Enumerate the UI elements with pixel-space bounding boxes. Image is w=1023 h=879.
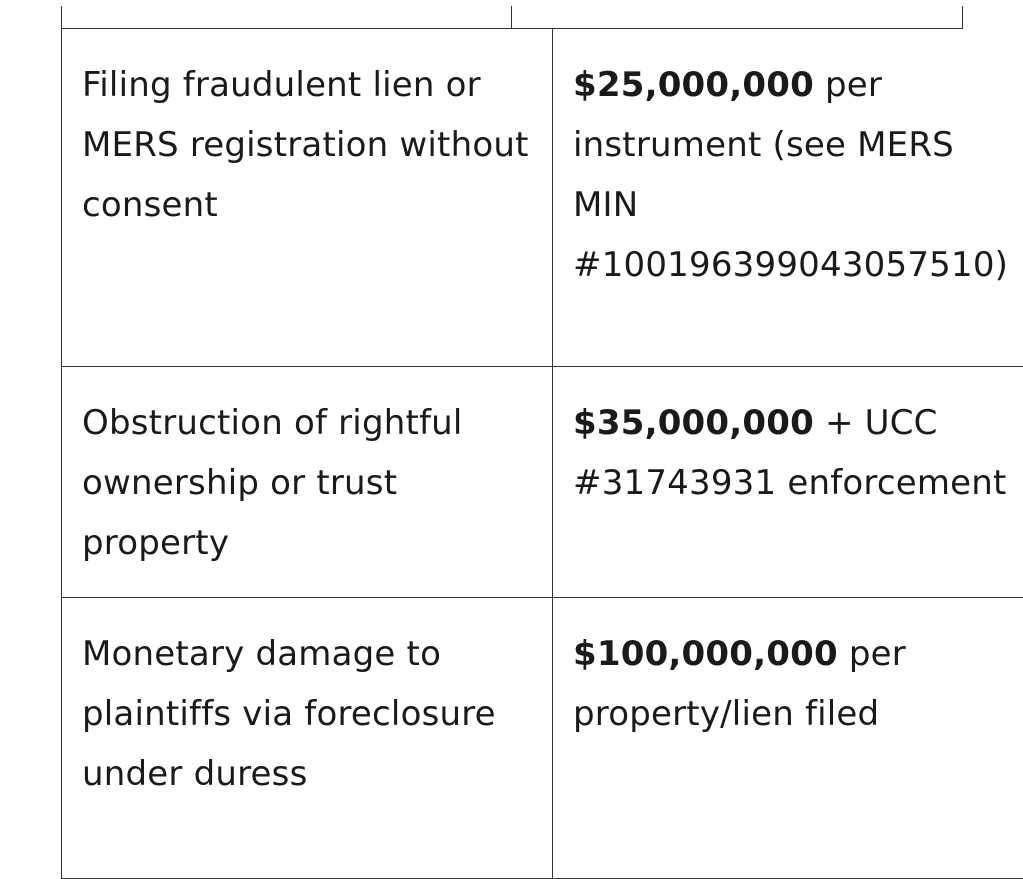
table-row xyxy=(62,598,1023,879)
table-border-middle xyxy=(511,6,512,28)
damage-remedy: per property/lien filed xyxy=(573,634,906,734)
damage-remedy: per instrument (see MERS MIN #100196399043057510) xyxy=(573,65,1008,285)
amount-cell xyxy=(553,598,1023,879)
table-border-left xyxy=(61,6,62,28)
violation-cell: Monetary damage to plaintiffs via foreclosure under duress xyxy=(62,598,553,879)
amount-cell xyxy=(553,29,1023,367)
damage-amount: $100,000,000 xyxy=(573,634,838,674)
table-border-right xyxy=(962,6,963,28)
table-row xyxy=(62,29,1023,367)
damage-amount: $35,000,000 xyxy=(573,403,814,443)
damage-remedy: + UCC #31743931 enforcement xyxy=(573,403,1007,503)
damage-amount: $25,000,000 xyxy=(573,65,814,105)
violation-cell: Filing fraudulent lien or MERS registration without consent xyxy=(62,29,553,367)
damages-table-body xyxy=(61,29,1023,879)
table-top-continuation xyxy=(61,0,963,29)
damages-table xyxy=(61,0,963,879)
amount-cell xyxy=(553,367,1023,598)
table-row xyxy=(62,367,1023,598)
violation-cell: Obstruction of rightful ownership or trust property xyxy=(62,367,553,598)
